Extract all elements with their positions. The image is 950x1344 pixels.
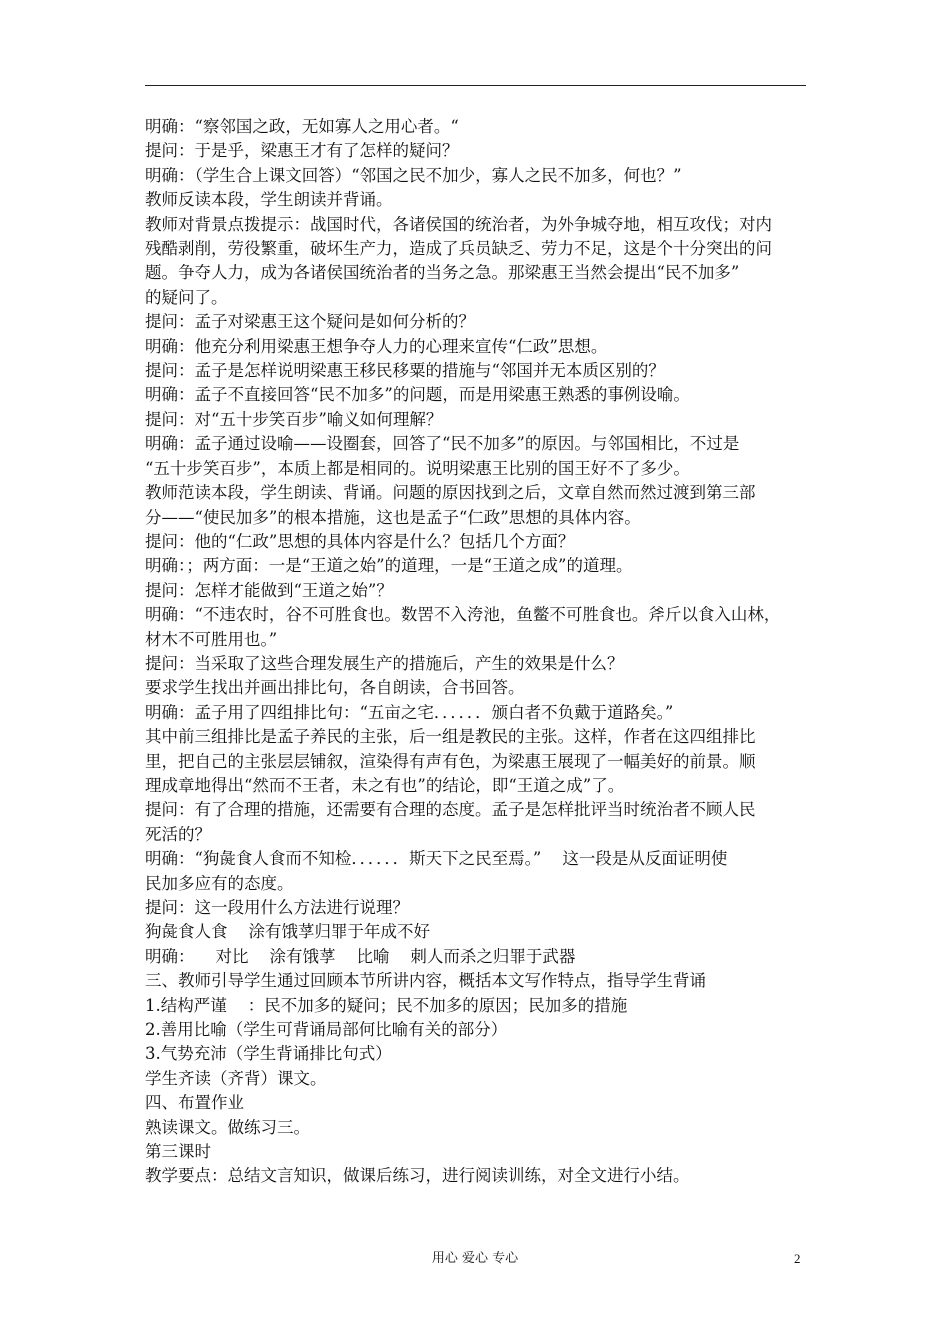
- text-line: 明确：孟子不直接回答“民不加多”的问题，而是用梁惠王熟悉的事例设喻。: [145, 385, 690, 405]
- text-line: 明确：孟子用了四组排比句：“五亩之宅．．．．．．颁白者不负戴于道路矣。”: [145, 702, 674, 722]
- text-line: 熟读课文。做练习三。: [145, 1117, 310, 1137]
- text-line: 要求学生找出并画出排比句，各自朗读，合书回答。: [145, 678, 525, 698]
- list-item: 3.气势充沛（学生背诵排比句式）: [145, 1044, 392, 1064]
- text-line: 提问：当采取了这些合理发展生产的措施后，产生的效果是什么？: [145, 653, 624, 673]
- page-number: 2: [794, 1251, 801, 1266]
- text-line: 教师对背景点拨提示：战国时代，各诸侯国的统治者，为外争城夺地，相互攻伐；对内: [145, 214, 772, 234]
- text-line: 明确：孟子通过设喻——设圈套，回答了“民不加多”的原因。与邻国相比，不过是: [145, 434, 740, 454]
- list-item: 2.善用比喻（学生可背诵局部何比喻有关的部分）: [145, 1020, 508, 1040]
- text-line: 材木不可胜用也。”: [145, 629, 278, 649]
- text-line: 题。争夺人力，成为各诸侯国统治者的当务之急。那梁惠王当然会提出“民不加多”: [145, 263, 740, 283]
- text-line: 死活的？: [145, 824, 211, 844]
- text-line: 其中前三组排比是孟子养民的主张，后一组是教民的主张。这样，作者在这四组排比: [145, 727, 756, 747]
- text-line: 提问：对“五十步笑百步”喻义如何理解？: [145, 409, 443, 429]
- document-body: [145, 115, 815, 1189]
- text-line: 民加多应有的态度。: [145, 873, 294, 893]
- section-heading: 第三课时: [145, 1142, 211, 1162]
- text-line: 的疑问了。: [145, 287, 228, 307]
- text-line: 明确：他充分利用梁惠王想争夺人力的心理来宣传“仁政”思想。: [145, 336, 608, 356]
- text-line: 明确：“狗彘食人食而不知检．．．．．．斯天下之民至焉。” 这一段是从反面证明使: [145, 849, 728, 869]
- text-line: 提问：孟子对梁惠王这个疑问是如何分析的？: [145, 312, 475, 332]
- text-line: 明确：“察邻国之政，无如寡人之用心者。“: [145, 117, 459, 136]
- text-line: 狗彘食人食 涂有饿莩归罪于年成不好: [145, 922, 430, 942]
- text-line: “五十步笑百步”，本质上都是相同的。说明梁惠王比别的国王好不了多少。: [145, 458, 690, 478]
- text-line: 教师范读本段，学生朗读、背诵。问题的原因找到之后，文章自然而然过渡到第三部: [145, 483, 756, 503]
- text-line: 明确： 对比 涂有饿莩 比喻 刺人而杀之归罪于武器: [145, 946, 576, 966]
- text-line: 提问：孟子是怎样说明梁惠王移民移粟的措施与“邻国并无本质区别的？: [145, 361, 665, 381]
- text-line: 教学要点：总结文言知识，做课后练习，进行阅读训练，对全文进行小结。: [145, 1166, 690, 1186]
- text-line: 提问：有了合理的措施，还需要有合理的态度。孟子是怎样批评当时统治者不顾人民: [145, 800, 756, 820]
- text-line: 分——“使民加多”的根本措施，这也是孟子“仁政”思想的具体内容。: [145, 507, 641, 527]
- text-line: 教师反读本段，学生朗读并背诵。: [145, 190, 393, 210]
- text-line: 学生齐读（齐背）课文。: [145, 1068, 327, 1088]
- text-line: 理成章地得出“然而不王者，未之有也”的结论，即“王道之成”了。: [145, 775, 625, 795]
- list-item: 1.结构严谨 ：民不加多的疑问；民不加多的原因；民加多的措施: [145, 995, 628, 1015]
- section-heading: 三、教师引导学生通过回顾本节所讲内容，概括本文写作特点，指导学生背诵: [145, 971, 706, 991]
- text-line: 提问：怎样才能做到“王道之始”？: [145, 580, 393, 600]
- text-line: 提问：他的“仁政”思想的具体内容是什么？包括几个方面？: [145, 531, 575, 551]
- text-line: 提问：于是乎，梁惠王才有了怎样的疑问？: [145, 141, 459, 161]
- text-line: 明确：“不违农时，谷不可胜食也。数罟不入洿池，鱼鳖不可胜食也。斧斤以食入山林，: [145, 605, 781, 625]
- text-line: 残酷剥削，劳役繁重，破坏生产力，造成了兵员缺乏、劳力不足，这是个十分突出的问: [145, 239, 772, 259]
- text-line: 里，把自己的主张层层铺叙，渲染得有声有色，为梁惠王展现了一幅美好的前景。顺: [145, 751, 756, 771]
- text-line: 明确：；两方面：一是“王道之始”的道理，一是“王道之成”的道理。: [145, 556, 633, 576]
- footer-slogan: 用心 爱心 专心: [431, 1251, 519, 1266]
- text-line: 明确：（学生合上课文回答）“邻国之民不加少，寡人之民不加多，何也？”: [145, 165, 682, 185]
- section-heading: 四、布置作业: [145, 1093, 244, 1113]
- text-line: 提问：这一段用什么方法进行说理？: [145, 898, 409, 917]
- header-rule: [145, 85, 806, 86]
